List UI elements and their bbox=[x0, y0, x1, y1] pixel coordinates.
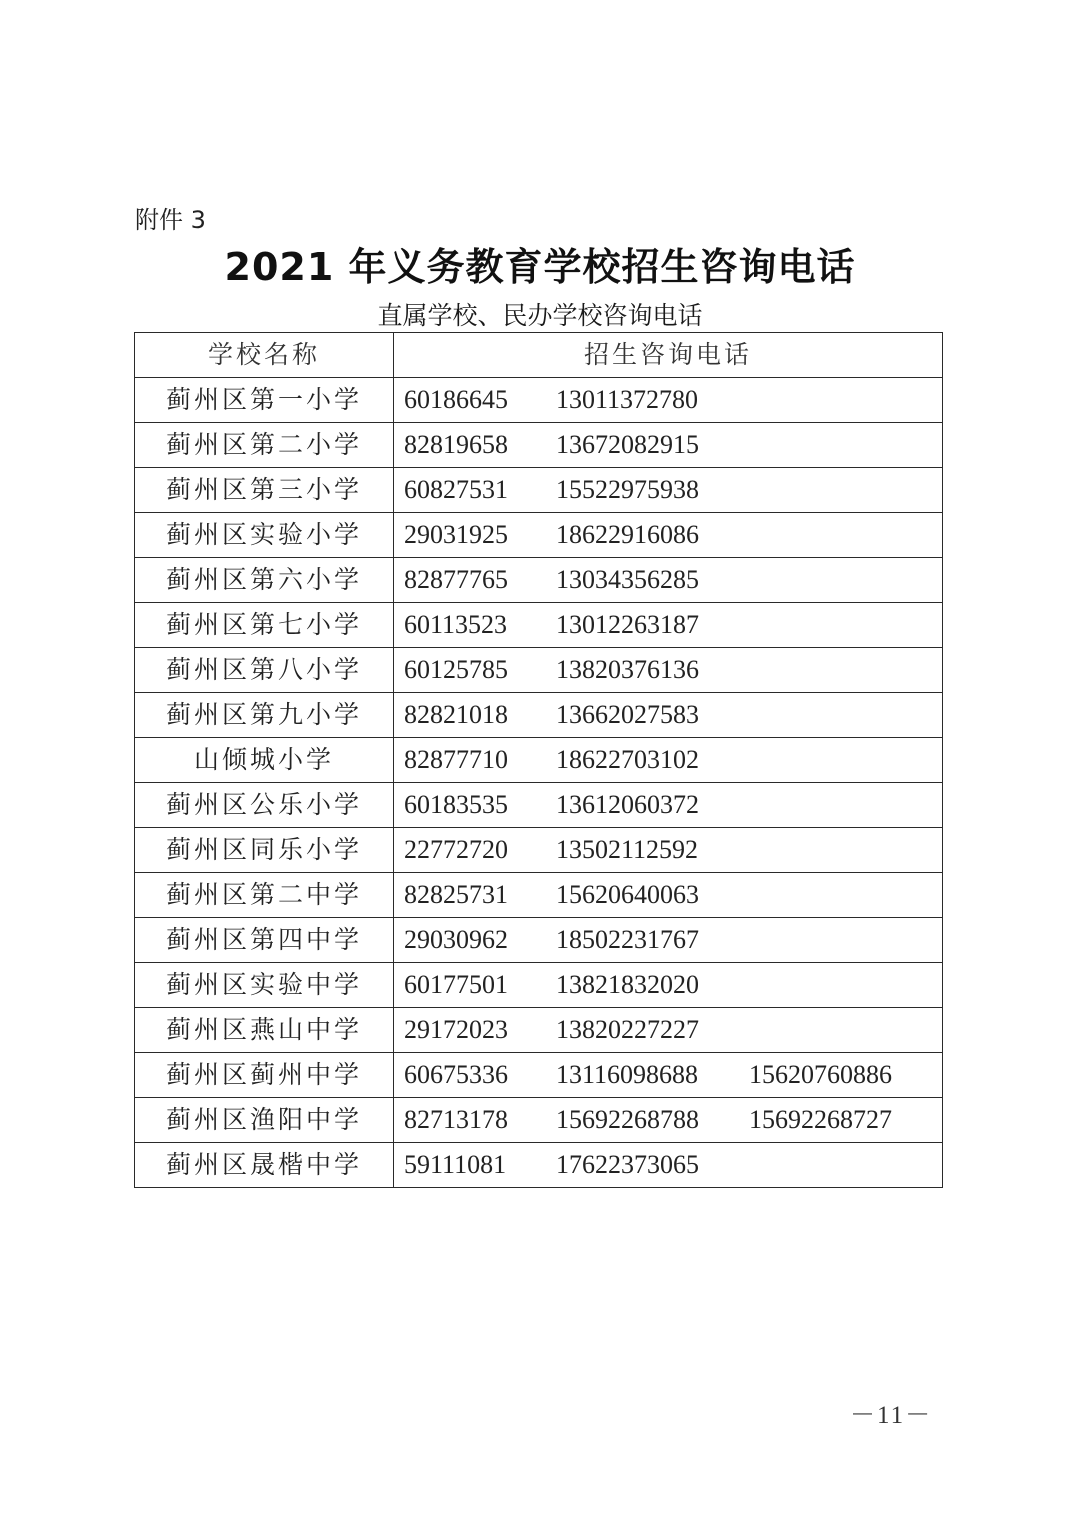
phone-number: 29172023 bbox=[404, 1015, 508, 1044]
school-name-cell: 蓟州区第四中学 bbox=[135, 918, 394, 963]
table-row bbox=[135, 468, 943, 513]
table-row bbox=[135, 378, 943, 423]
phone-numbers-cell bbox=[394, 1143, 943, 1188]
phone-number: 15692268788 bbox=[556, 1105, 699, 1134]
page-subtitle: 直属学校、民办学校咨询电话 bbox=[377, 301, 703, 330]
table-row bbox=[135, 963, 943, 1008]
table-row bbox=[135, 1053, 943, 1098]
school-name-cell: 蓟州区蓟州中学 bbox=[135, 1053, 394, 1098]
table-row bbox=[135, 1008, 943, 1053]
table-row bbox=[135, 648, 943, 693]
phone-number: 13672082915 bbox=[556, 430, 699, 459]
phone-numbers-cell bbox=[394, 783, 943, 828]
phone-numbers-cell bbox=[394, 513, 943, 558]
school-name-cell: 蓟州区第一小学 bbox=[135, 378, 394, 423]
phone-number: 29031925 bbox=[404, 520, 508, 549]
phone-number: 60177501 bbox=[404, 970, 508, 999]
phone-number: 59111081 bbox=[404, 1150, 507, 1179]
table-row bbox=[135, 873, 943, 918]
table-row bbox=[135, 828, 943, 873]
table-body bbox=[135, 378, 943, 1188]
phone-number: 82821018 bbox=[404, 700, 508, 729]
table-row bbox=[135, 918, 943, 963]
table-row bbox=[135, 1098, 943, 1143]
school-name-cell: 蓟州区渔阳中学 bbox=[135, 1098, 394, 1143]
phone-number: 60675336 bbox=[404, 1060, 508, 1089]
phone-number: 60183535 bbox=[404, 790, 508, 819]
phone-number: 29030962 bbox=[404, 925, 508, 954]
consultation-phone-table bbox=[134, 332, 943, 1188]
phone-number: 15522975938 bbox=[556, 475, 699, 504]
school-name-cell: 蓟州区第七小学 bbox=[135, 603, 394, 648]
school-name-cell: 蓟州区第三小学 bbox=[135, 468, 394, 513]
phone-number: 13821832020 bbox=[556, 970, 699, 999]
phone-numbers-cell bbox=[394, 558, 943, 603]
attachment-label: 附件 3 bbox=[135, 206, 206, 234]
phone-number: 82877765 bbox=[404, 565, 508, 594]
phone-number: 82713178 bbox=[404, 1105, 508, 1134]
table-row bbox=[135, 783, 943, 828]
phone-number: 13820227227 bbox=[556, 1015, 699, 1044]
phone-number: 18622916086 bbox=[556, 520, 699, 549]
table-row bbox=[135, 513, 943, 558]
school-name-cell: 蓟州区公乐小学 bbox=[135, 783, 394, 828]
phone-number: 60113523 bbox=[404, 610, 508, 639]
phone-numbers-cell bbox=[394, 1053, 943, 1098]
phone-numbers-cell bbox=[394, 828, 943, 873]
table-row bbox=[135, 423, 943, 468]
phone-numbers-cell bbox=[394, 648, 943, 693]
page-number: －11－ bbox=[850, 1402, 933, 1429]
school-name-cell: 蓟州区晟楷中学 bbox=[135, 1143, 394, 1188]
phone-numbers-cell bbox=[394, 378, 943, 423]
phone-numbers-cell bbox=[394, 873, 943, 918]
phone-numbers-cell bbox=[394, 1098, 943, 1143]
school-name-cell: 蓟州区第八小学 bbox=[135, 648, 394, 693]
phone-numbers-cell bbox=[394, 738, 943, 783]
phone-numbers-cell bbox=[394, 468, 943, 513]
phone-number: 22772720 bbox=[404, 835, 508, 864]
school-name-cell: 蓟州区同乐小学 bbox=[135, 828, 394, 873]
phone-number: 82825731 bbox=[404, 880, 508, 909]
phone-numbers-cell bbox=[394, 423, 943, 468]
phone-number: 13662027583 bbox=[556, 700, 699, 729]
phone-number: 15620640063 bbox=[556, 880, 699, 909]
phone-numbers-cell bbox=[394, 693, 943, 738]
school-name-cell: 山倾城小学 bbox=[135, 738, 394, 783]
phone-number: 13502112592 bbox=[556, 835, 699, 864]
phone-number: 17622373065 bbox=[556, 1150, 699, 1179]
phone-numbers-cell bbox=[394, 1008, 943, 1053]
phone-number: 18502231767 bbox=[556, 925, 699, 954]
phone-number: 13012263187 bbox=[556, 610, 699, 639]
phone-numbers-cell bbox=[394, 918, 943, 963]
phone-number: 13011372780 bbox=[556, 385, 699, 414]
table-row bbox=[135, 693, 943, 738]
phone-number: 82877710 bbox=[404, 745, 508, 774]
phone-number: 82819658 bbox=[404, 430, 508, 459]
school-name-cell: 蓟州区第二中学 bbox=[135, 873, 394, 918]
school-name-cell: 蓟州区实验中学 bbox=[135, 963, 394, 1008]
phone-number: 60186645 bbox=[404, 385, 508, 414]
phone-number: 18622703102 bbox=[556, 745, 699, 774]
table-row bbox=[135, 558, 943, 603]
phone-number: 13116098688 bbox=[556, 1060, 699, 1089]
phone-number: 60827531 bbox=[404, 475, 508, 504]
table-row bbox=[135, 738, 943, 783]
school-name-cell: 蓟州区第二小学 bbox=[135, 423, 394, 468]
phone-number: 13820376136 bbox=[556, 655, 699, 684]
table-row bbox=[135, 1143, 943, 1188]
school-name-cell: 蓟州区第九小学 bbox=[135, 693, 394, 738]
table-row bbox=[135, 603, 943, 648]
phone-number: 13034356285 bbox=[556, 565, 699, 594]
phone-numbers-cell bbox=[394, 963, 943, 1008]
header-phone: 招生咨询电话 bbox=[394, 333, 943, 378]
school-name-cell: 蓟州区燕山中学 bbox=[135, 1008, 394, 1053]
header-school-name: 学校名称 bbox=[135, 333, 394, 378]
phone-number: 15620760886 bbox=[749, 1060, 892, 1089]
phone-numbers-cell bbox=[394, 603, 943, 648]
phone-number: 15692268727 bbox=[749, 1105, 892, 1134]
phone-number: 60125785 bbox=[404, 655, 508, 684]
table-header-row bbox=[135, 333, 943, 378]
school-name-cell: 蓟州区第六小学 bbox=[135, 558, 394, 603]
page-title: 2021 年义务教育学校招生咨询电话 bbox=[224, 245, 856, 289]
phone-number: 13612060372 bbox=[556, 790, 699, 819]
school-name-cell: 蓟州区实验小学 bbox=[135, 513, 394, 558]
